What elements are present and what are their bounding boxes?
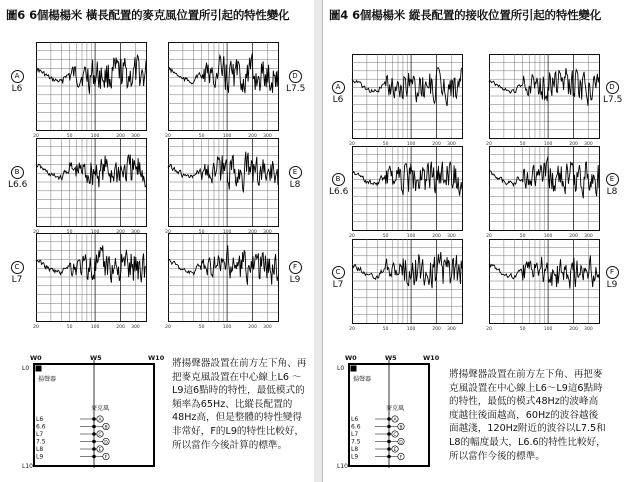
description-line: 把麥克風設置在中心線上L6 ～ (172, 371, 302, 383)
width-label-w0: W0 (30, 354, 42, 362)
x-tick-label: 20 (486, 142, 492, 147)
mic-position-dot (387, 440, 391, 444)
mic-position-dot (92, 417, 96, 421)
x-tick-label: 20 (33, 325, 39, 330)
left-page (0, 0, 314, 482)
panel-label-a (8, 70, 26, 95)
x-tick-label: 100 (543, 327, 553, 332)
x-tick-label: 200 (116, 134, 125, 139)
response-curve (489, 255, 599, 288)
panel-circle-letter: E (606, 173, 619, 186)
mic-position-letter: E (98, 448, 102, 453)
panel-label-d (286, 70, 304, 95)
x-tick-label: 50 (198, 325, 205, 330)
x-tick-label: 200 (569, 327, 578, 332)
mic-position-value: L9 (36, 453, 44, 461)
graph-frame (490, 240, 600, 324)
panel-circle-letter: B (332, 173, 345, 186)
description-line: 非常好，F的L9的特性比較好， (172, 425, 305, 437)
description-line: 所以當作今後的標準。 (449, 450, 545, 462)
panel-label-c (8, 261, 26, 286)
description-line: 將揚聲器設置在前方左下角、再 (172, 358, 307, 369)
x-tick-label: 300 (263, 230, 272, 235)
figure-number: 圖4 (329, 8, 349, 22)
mic-position-value: 6.6 (351, 423, 361, 431)
mic-position-value: 7.5 (351, 438, 361, 446)
description-line: 的特性，最低的模式48Hz的波峰高 (449, 396, 599, 408)
frequency-response-graph (33, 233, 150, 331)
mic-label: 麥克風 (386, 405, 405, 412)
response-curve (352, 162, 462, 196)
graph-frame (353, 147, 463, 231)
x-tick-label: 300 (263, 325, 272, 330)
x-tick-label: 100 (406, 234, 416, 239)
x-tick-label: 100 (222, 134, 232, 139)
x-tick-label: 300 (584, 327, 593, 332)
frequency-response-graph (486, 239, 603, 333)
panel-position-name: L7.5 (286, 84, 306, 95)
x-tick-label: 50 (198, 230, 205, 235)
x-tick-label: 200 (432, 234, 441, 239)
graph-frame (37, 139, 147, 227)
speaker-marker (36, 366, 42, 372)
x-tick-label: 100 (406, 142, 416, 147)
mic-position-letter: A (98, 418, 102, 423)
x-tick-label: 300 (131, 134, 140, 139)
mic-position-diagram (335, 352, 447, 476)
description-line: 所以當作今後計算的標準。 (172, 439, 288, 451)
panel-circle-letter: D (606, 81, 619, 94)
x-tick-label: 20 (33, 230, 39, 235)
graph-frame (169, 139, 279, 227)
x-tick-label: 300 (447, 327, 456, 332)
figure-title-text: 6個楊楊米 橫長配置的麥克風位置所引起的特性變化 (29, 8, 290, 22)
panel-circle-letter: D (289, 70, 302, 83)
panel-circle-letter: A (11, 70, 24, 83)
graph-frame (353, 55, 463, 139)
mic-position-letter: E (393, 448, 397, 453)
mic-position-value: L6 (36, 416, 44, 423)
panel-label-f (286, 261, 304, 286)
panel-position-name: L9 (289, 275, 301, 286)
right-page (322, 0, 636, 482)
figure-title-text: 6個楊楊米 縱長配置的接收位置所引起的特性變化 (352, 8, 602, 22)
mic-position-dot (387, 432, 391, 436)
x-tick-label: 100 (543, 142, 553, 147)
panel-circle-letter: B (11, 166, 24, 179)
speaker-marker (351, 366, 357, 372)
response-curve (36, 155, 146, 188)
response-curve (489, 68, 599, 106)
panel-circle-letter: C (11, 261, 24, 274)
graph-frame (169, 234, 279, 322)
x-tick-label: 50 (382, 327, 389, 332)
panel-circle-letter: A (332, 81, 345, 94)
x-tick-label: 200 (116, 325, 125, 330)
mic-position-value: L9 (351, 453, 359, 461)
width-label-w10: W10 (148, 354, 165, 362)
x-tick-label: 200 (432, 142, 441, 147)
description-line: 將揚聲器設置在前方左下角、再把麥 (449, 369, 603, 380)
x-tick-label: 50 (382, 234, 389, 239)
panel-position-name: L6.6 (8, 180, 28, 191)
response-curve (352, 68, 462, 106)
panel-position-name: L6.6 (329, 186, 349, 197)
description (172, 357, 312, 452)
width-label-w0: W0 (345, 354, 357, 362)
description-line: L9這6點時的特性，最低模式的 (172, 385, 305, 397)
description-line: 48Hz高，但是整體的特性變得 (172, 412, 302, 424)
response-curve (168, 245, 278, 284)
panel-circle-letter: E (289, 166, 302, 179)
graph-frame (37, 234, 147, 322)
x-tick-label: 100 (222, 325, 232, 330)
mic-position-dot (387, 455, 391, 459)
mic-position-dot (92, 447, 96, 451)
width-label-w10: W10 (423, 354, 440, 362)
x-tick-label: 300 (447, 234, 456, 239)
width-label-w5: W5 (385, 354, 397, 362)
x-tick-label: 50 (198, 134, 205, 139)
panel-label-e (603, 173, 621, 198)
x-tick-label: 100 (222, 230, 232, 235)
panel-label-a (329, 81, 347, 106)
response-curve (352, 252, 462, 288)
x-tick-label: 20 (165, 325, 171, 330)
mic-position-value: L7 (36, 431, 44, 438)
panel-circle-letter: F (606, 266, 619, 279)
mic-position-letter: C (393, 433, 397, 438)
mic-position-letter: D (104, 440, 108, 446)
response-curve (168, 152, 278, 193)
description-line: 度越往後面越高，60Hz的波谷越後 (449, 409, 599, 421)
x-tick-label: 300 (131, 230, 140, 235)
x-tick-label: 200 (248, 134, 257, 139)
x-tick-label: 50 (66, 134, 73, 139)
x-tick-label: 300 (131, 325, 140, 330)
x-tick-label: 100 (406, 327, 416, 332)
x-tick-label: 200 (116, 230, 125, 235)
panel-label-b (329, 173, 347, 198)
x-tick-label: 20 (349, 327, 355, 332)
description-line: 頻率為65Hz、比縱長配置的 (172, 398, 293, 410)
x-tick-label: 20 (165, 230, 171, 235)
x-tick-label: 200 (569, 142, 578, 147)
response-curve (36, 55, 146, 94)
mic-position-letter: A (393, 418, 397, 423)
figure-title (6, 7, 289, 23)
x-tick-label: 20 (349, 142, 355, 147)
x-tick-label: 200 (569, 234, 578, 239)
mic-position-dot (92, 432, 96, 436)
frequency-response-graph (165, 233, 282, 331)
mic-position-value: L7 (351, 431, 359, 438)
x-tick-label: 20 (165, 134, 171, 139)
frequency-response-graph (349, 54, 466, 148)
mic-position-diagram (20, 352, 170, 476)
x-tick-label: 300 (447, 142, 456, 147)
x-tick-label: 300 (263, 134, 272, 139)
frequency-response-graph (486, 54, 603, 148)
x-tick-label: 300 (584, 234, 593, 239)
graph-frame (353, 240, 463, 324)
mic-position-value: L6 (351, 416, 359, 423)
description (449, 368, 635, 463)
frequency-response-graph (33, 42, 150, 140)
speaker-label: 揚聲器 (38, 376, 57, 383)
panel-circle-letter: F (289, 261, 302, 274)
x-tick-label: 100 (90, 134, 100, 139)
description-line: L8的幅度最大，L6.6的特性比較好， (449, 436, 606, 448)
x-tick-label: 20 (486, 234, 492, 239)
panel-label-b (8, 166, 26, 191)
corner-label-l0: L0 (337, 365, 345, 372)
panel-position-name: L8 (606, 186, 618, 197)
width-label-w5: W5 (90, 354, 102, 362)
bottom-label-l10: L10 (22, 463, 33, 470)
graph-frame (37, 43, 147, 131)
panel-position-name: L7.5 (603, 94, 623, 105)
graph-frame (169, 43, 279, 131)
panel-label-f (603, 266, 621, 291)
mic-position-value: L8 (351, 446, 359, 453)
mic-position-dot (387, 447, 391, 451)
mic-position-letter: F (104, 455, 108, 461)
x-tick-label: 300 (584, 142, 593, 147)
mic-position-dot (92, 455, 96, 459)
panel-position-name: L7 (332, 279, 344, 290)
mic-position-letter: B (104, 425, 108, 431)
description-line: 克風設置在中心線上L6～L9這6點時 (449, 382, 603, 394)
mic-position-dot (92, 425, 96, 429)
panel-label-d (603, 81, 621, 106)
x-tick-label: 100 (90, 230, 100, 235)
panel-position-name: L6 (332, 94, 344, 105)
mic-position-letter: F (399, 455, 403, 461)
mic-position-letter: D (399, 440, 403, 446)
frequency-response-graph (165, 138, 282, 236)
panel-position-name: L8 (289, 180, 301, 191)
mic-position-letter: B (399, 425, 403, 431)
x-tick-label: 50 (519, 142, 526, 147)
mic-label: 麥克風 (91, 405, 110, 412)
x-tick-label: 100 (543, 234, 553, 239)
description-line: 面越淺，120Hz附近的波谷以L7.5和 (449, 423, 606, 435)
frequency-response-graph (349, 239, 466, 333)
x-tick-label: 50 (382, 142, 389, 147)
panel-position-name: L6 (11, 84, 23, 95)
x-tick-label: 200 (432, 327, 441, 332)
x-tick-label: 200 (248, 230, 257, 235)
frequency-response-graph (33, 138, 150, 236)
frequency-response-graph (349, 146, 466, 240)
mic-position-letter: C (98, 433, 102, 438)
speaker-label: 揚聲器 (353, 376, 372, 383)
panel-label-c (329, 266, 347, 291)
frequency-response-graph (165, 42, 282, 140)
x-tick-label: 100 (90, 325, 100, 330)
frequency-response-graph (486, 146, 603, 240)
panel-circle-letter: C (332, 266, 345, 279)
mic-position-value: L8 (36, 446, 44, 453)
mic-position-dot (387, 425, 391, 429)
x-tick-label: 50 (519, 327, 526, 332)
x-tick-label: 200 (248, 325, 257, 330)
figure-number: 圖6 (6, 8, 26, 22)
x-tick-label: 20 (349, 234, 355, 239)
x-tick-label: 50 (66, 325, 73, 330)
bottom-label-l10: L10 (337, 463, 348, 470)
mic-position-dot (387, 417, 391, 421)
mic-position-dot (92, 440, 96, 444)
graph-frame (490, 147, 600, 231)
x-tick-label: 20 (33, 134, 39, 139)
x-tick-label: 20 (486, 327, 492, 332)
mic-position-value: 6.6 (36, 423, 46, 431)
panel-label-e (286, 166, 304, 191)
panel-position-name: L7 (11, 275, 23, 286)
corner-label-l0: L0 (22, 365, 30, 372)
x-tick-label: 50 (66, 230, 73, 235)
panel-position-name: L9 (606, 279, 618, 290)
x-tick-label: 50 (519, 234, 526, 239)
figure-title (329, 7, 601, 23)
mic-position-value: 7.5 (36, 438, 46, 446)
